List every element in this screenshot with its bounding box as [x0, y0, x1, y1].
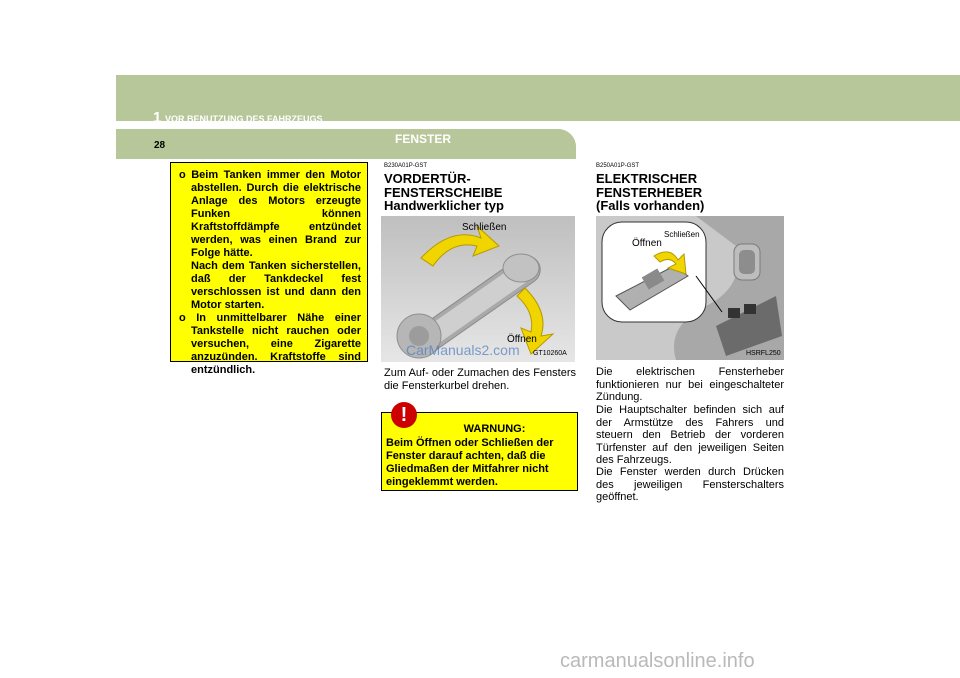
power-window-figure [596, 216, 784, 360]
footer-watermark: carmanualsonline.info [560, 650, 755, 672]
right-heading-line-2: FENSTERHEBER [596, 185, 703, 200]
heading-line-1: VORDERTÜR- [384, 171, 471, 186]
label-close: Schließen [462, 222, 507, 233]
heading-line-3: Handwerklicher typ [384, 198, 504, 213]
label-close-power: Schließen [664, 230, 700, 239]
bullet-engine-off: o Beim Tanken immer den Motor abstellen. Durch die elektrische Anlage des Motors erzeugte Funken können Kraftstoffdämpfe entzündet werden, was einen Brand zur Folge hätte. [179, 169, 361, 259]
window-crank-illustration [381, 216, 575, 362]
section-title: FENSTER [395, 132, 452, 146]
chapter-number: 1 [153, 109, 162, 126]
label-open: Öffnen [507, 334, 537, 345]
chapter-title: VOR BENUTZUNG DES FAHRZEUGS [165, 114, 323, 124]
figure-code: GT10260A [533, 350, 567, 357]
power-window-paragraph-1: Die elektrischen Fensterheber funktionieren nur bei eingeschalteter Zündung. [596, 366, 784, 403]
right-heading-line-1: ELEKTRISCHER [596, 171, 698, 186]
warning-icon: ! [391, 402, 417, 428]
watermark-carmanuals: CarManuals2.com [406, 342, 520, 358]
right-heading-line-3: (Falls vorhanden) [596, 198, 705, 213]
section-code: B230A01P-GST [384, 163, 428, 169]
warning-body: Beim Öffnen oder Schließen der Fenster darauf achten, daß die Gliedmaßen der Mitfahrer nicht eingeklemmt werden. [386, 437, 554, 488]
bullet-no-smoking: o In unmittelbarer Nähe einer Tankstelle nicht rauchen oder versuchen, eine Zigarette anzuzünden. Kraftstoffe sind entzündlich. [179, 312, 361, 376]
label-open-power: Öffnen [632, 238, 662, 249]
bullet-engine-off-continued: Nach dem Tanken sicherstellen, daß der Tankdeckel fest verschlossen ist und dann den Motor starten. [191, 260, 361, 311]
heading-line-2: FENSTERSCHEIBE [384, 185, 503, 200]
page-number: 28 [154, 140, 166, 151]
fuel-safety-box [170, 162, 368, 376]
power-figure-code: HSRFL250 [746, 350, 781, 357]
right-section-code: B250A01P-GST [596, 163, 640, 169]
warning-title: WARNUNG: [463, 423, 526, 435]
power-window-paragraph-3: Die Fenster werden durch Drücken des jeweiligen Fensterschalters geöffnet. [596, 466, 784, 503]
window-crank-figure [381, 216, 575, 362]
crank-instructions: Zum Auf- oder Zumachen des Fensters die Fensterkurbel drehen. [384, 367, 576, 392]
power-window-paragraph-2: Die Hauptschalter befinden sich auf der Armstütze des Fahrers und steuern den Betrieb der vorderen Türfenster auf den jeweiligen Seiten des Fahrzeugs. [596, 404, 784, 466]
